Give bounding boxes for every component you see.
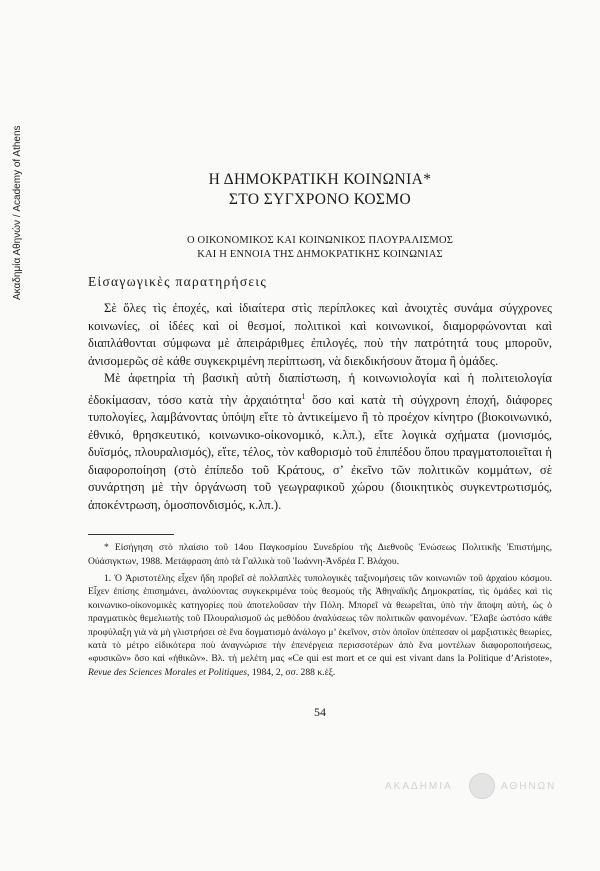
side-label: [12, 50, 26, 300]
side-label-text: Ακαδημία Αθηνών / Academy of Athens: [12, 125, 23, 300]
footnote-1-text: 1. Ὁ Ἀριστοτέλης εἶχεν ἤδη προβεῖ σὲ πολλαπλὲς τυπολογικὲς ταξινομήσεις τῶν κοινωνιῶν τοῦ ἀρχαίου κόσμου. Εἶχεν ἐπίσης ἐπισημάνει, ἀναλύοντας συγκεκριμένα τοὺς θεσμοὺς τῆς Ἀθηναϊκῆς Δημοκρατίας, τὶς ὁμάδες καὶ τὶς κοινωνικο-οἰκονομικὲς κατηγορίες ποὺ ἀποτελοῦσαν τὴν Πόλη. Μπορεῖ νὰ θεωρεῖται, ὑπὸ τὴν ἄποψη αὐτή, ὡς ὁ πραγματικὸς θεμελιωτὴς τοῦ Πλουραλισμοῦ ὡς μεθόδου ἀναλύσεως τῶν πολιτικῶν φαινομένων. Ἔλαβε ὡστόσο κάθε προφύλαξη γιὰ νὰ μὴ γλιστρήσει σὲ ἕνα δογματισμὸ ἀνάλογο μ’ ἐκεῖνον, στὸν ὁποῖον ὑπέπεσαν οἱ μαρξιστικὲς θεωρίες, κατὰ τὸ μέτρο εἰδικότερα ποὺ ἀναγνώρισε τὴν ἐπενέργεια περισσοτέρων ἀπὸ ἕνα μοντέλων διαφοροποιήσεως, «φυσικῶν» ὅσο καὶ «ἠθικῶν». Βλ. τὴ μελέτη μας «Ce qui est mort et ce qui est vivant dans la Politique d’Aristote»,: [88, 573, 552, 665]
footnote-divider: [88, 534, 174, 535]
watermark-right: ΑΘΗΝΩΝ: [501, 781, 557, 792]
watermark: [385, 773, 585, 803]
subtitle-line-1: Ο ΟΙΚΟΝΟΜΙΚΟΣ ΚΑΙ ΚΟΙΝΩΝΙΚΟΣ ΠΛΟΥΡΑΛΙΣΜΟΣ: [186, 235, 454, 246]
subtitle: [88, 234, 552, 262]
page-number: 54: [314, 705, 326, 720]
title-line-1: Η ΔΗΜΟΚΡΑΤΙΚΗ ΚΟΙΝΩΝΙΑ*: [208, 171, 432, 188]
paragraph-1: Σὲ ὅλες τὶς ἐποχές, καὶ ἰδιαίτερα στὶς περίπλοκες καὶ ἀνοιχτὲς συνάμα σύγχρονες κοινωνίες, οἱ ἰδέες καὶ οἱ θεσμοί, πολιτικοὶ καὶ κοινωνικοί, διαμορφώνονται καὶ διαπλάθονται σύμφωνα μὲ ἀπειράριθμες ἐπιλογές, ποὺ τὴν πατρότητά τους μποροῦν, ἀνισομερῶς σὲ κάθε συγκεκριμένη περίπτωση, νὰ διεκδικήσουν ἄτομα ἢ ὁμάδες.: [88, 301, 552, 368]
watermark-left: ΑΚΑΔΗΜΙΑ: [385, 781, 453, 792]
page-content: [88, 170, 552, 720]
footnote-ref-1: 1: [301, 391, 306, 401]
footnote-star: * Εἰσήγηση στὸ πλαίσιο τοῦ 14ου Παγκοσμίου Συνεδρίου τῆς Διεθνοῦς Ἑνώσεως Πολιτικῆς Ἐπιστήμης, Οὐάσιγκτων, 1988. Μετάφραση ἀπὸ τὰ Γαλλικὰ τοῦ Ἰωάννη-Ἀνδρέα Γ. Βλάχου.: [88, 542, 552, 567]
footnote-1-journal: Revue des Sciences Morales et Politiques: [88, 666, 248, 678]
section-heading: Εἰσαγωγικὲς παρατηρήσεις: [88, 274, 267, 289]
paragraph-2-start: Μὲ ἀφετηρία τὴ βασικὴ αὐτὴ διαπίστωση, ἡ κοινωνιολογία καὶ ἡ πολιτειολογία ἐδοκίμασαν, τόσο κατὰ τὴν ἀρχαιότητα: [88, 371, 552, 407]
footnote-1-end: , 1984, 2, σσ. 288 κ.ἑξ.: [247, 666, 336, 678]
subtitle-line-2: ΚΑΙ Η ΕΝΝΟΙΑ ΤΗΣ ΔΗΜΟΚΡΑΤΙΚΗΣ ΚΟΙΝΩΝΙΑΣ: [197, 249, 443, 260]
footnote-1: [88, 572, 552, 679]
seal-icon: [469, 773, 495, 799]
title-line-2: ΣΤΟ ΣΥΓΧΡΟΝΟ ΚΟΣΜΟ: [228, 191, 412, 208]
paragraph-2-rest: ὅσο καὶ κατὰ τὴ σύγχρονη ἐποχή, διάφορες τυπολογίες, λαμβάνοντας ὑπόψη εἴτε τὸ ἀντικείμενο ἢ τὸ προέχον κίνητρο (βιοκοινωνικό, ἐθνικό, θρησκευτικό, κοινωνικο-οἰκονομικό, κ.λπ.), εἴτε λογικὰ σχήματα (μονισμός, δυϊσμός, πλουραλισμός), εἴτε, τέλος, τὸν καθορισμὸ τοῦ ἐπιπέδου ὅπου πραγματοποιεῖται ἡ διαφοροποίηση (στὸ ἐπίπεδο τοῦ Κράτους, σ’ ἐκεῖνο τῶν πολιτικῶν κομμάτων, σὲ συνάρτηση μὲ τὴν ὀργάνωση τοῦ γεωγραφικοῦ χώρου (διοικητικὸς συγκεντρωτισμός, ἀποκέντρωση, ὁμοσπονδισμός, κ.λπ.).: [88, 392, 553, 512]
page-title: [88, 170, 552, 210]
paragraph-2: [88, 370, 552, 514]
